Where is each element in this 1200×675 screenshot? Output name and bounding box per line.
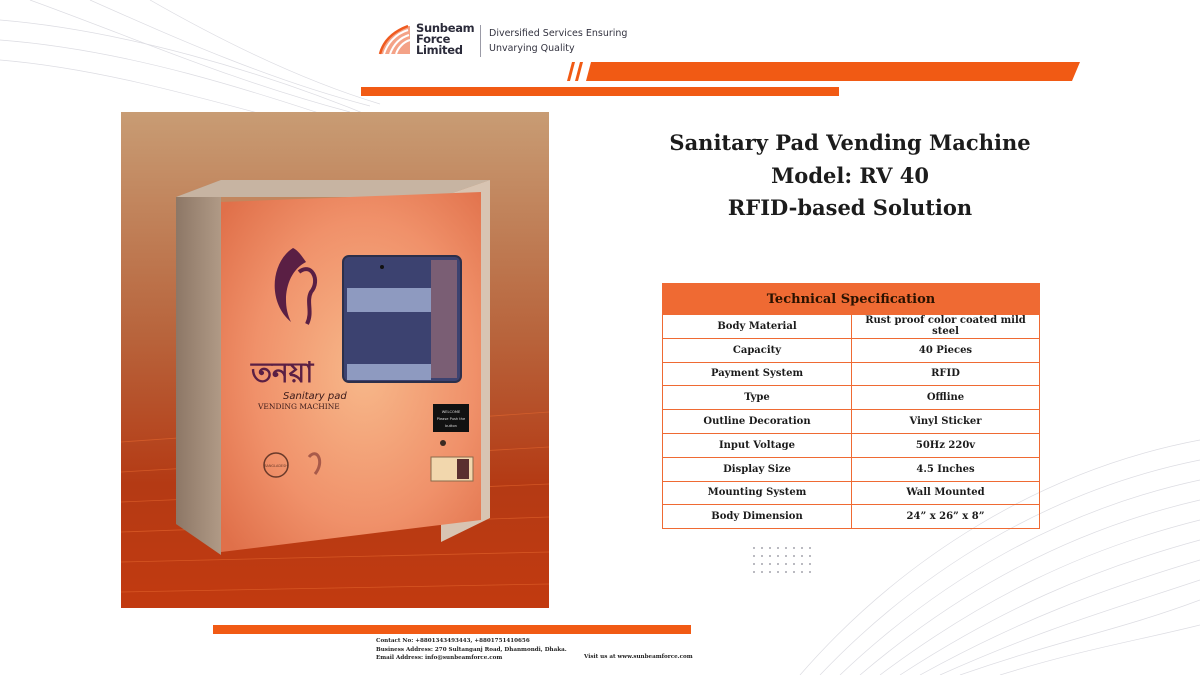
sunbeam-logo-icon — [378, 22, 412, 56]
company-name-line: Force — [416, 31, 451, 46]
product-solution: RFID-based Solution — [727, 195, 973, 220]
table-row — [663, 410, 1040, 434]
spec-value: RFID — [852, 362, 1040, 386]
table-row — [663, 433, 1040, 457]
spec-value: Vinyl Sticker — [852, 410, 1040, 434]
header-accent-bar — [586, 62, 1080, 81]
table-row — [663, 338, 1040, 362]
spec-value: Rust proof color coated mild steel — [852, 315, 1040, 339]
spec-key: Payment System — [663, 362, 852, 386]
product-title-block — [640, 127, 1060, 225]
dot-grid-decoration — [752, 546, 818, 580]
spec-value: 4.5 Inches — [852, 457, 1040, 481]
spec-value: 40 Pieces — [852, 338, 1040, 362]
table-row — [663, 362, 1040, 386]
company-logo — [378, 22, 474, 56]
brand-line-text: VENDING MACHINE — [258, 402, 340, 411]
footer-email: Email Address: info@sunbeamforce.com — [376, 655, 503, 662]
brand-sub-text: Sanitary pad — [283, 391, 347, 402]
spec-key: Display Size — [663, 457, 852, 481]
tagline-line: Diversified Services Ensuring — [489, 28, 628, 39]
spec-value: Wall Mounted — [852, 481, 1040, 505]
table-row — [663, 386, 1040, 410]
brand-mark-text: তনয়া — [251, 356, 314, 389]
spec-value: 24” x 26” x 8” — [852, 505, 1040, 529]
spec-key: Body Dimension — [663, 505, 852, 529]
tagline-line: Unvarying Quality — [489, 43, 575, 54]
screen-line: Please Push the — [436, 417, 466, 421]
header-thin-bar — [361, 87, 839, 96]
table-row — [663, 505, 1040, 529]
footer-phone: Contact No: +8801343493443, +8801751410656 — [376, 638, 530, 644]
screen-line: WELCOME — [441, 410, 461, 414]
spec-value: Offline — [852, 386, 1040, 410]
vending-machine-image — [121, 112, 549, 608]
badge-text: BANGLADESH — [264, 464, 288, 468]
spec-key: Body Material — [663, 315, 852, 339]
footer-contact-block — [376, 637, 567, 663]
product-title: Sanitary Pad Vending Machine — [669, 130, 1031, 155]
company-name — [416, 20, 475, 57]
spec-key: Outline Decoration — [663, 410, 852, 434]
footer-address: Business Address: 270 Sultanganj Road, Dhanmondi, Dhaka. — [376, 646, 567, 653]
spec-key: Type — [663, 386, 852, 410]
screen-line: button — [445, 424, 457, 428]
table-row — [663, 481, 1040, 505]
spec-key: Mounting System — [663, 481, 852, 505]
spec-key: Capacity — [663, 338, 852, 362]
table-row — [663, 315, 1040, 339]
footer-website: Visit us at www.sunbeamforce.com — [584, 654, 693, 660]
company-name-line: Limited — [416, 42, 463, 57]
spec-table-header: Technical Specification — [663, 284, 1040, 315]
spec-value: 50Hz 220v — [852, 433, 1040, 457]
table-row — [663, 457, 1040, 481]
company-tagline — [489, 26, 627, 56]
logo-divider — [480, 25, 481, 57]
spec-table — [662, 283, 1040, 529]
product-model: Model: RV 40 — [771, 162, 929, 188]
spec-key: Input Voltage — [663, 433, 852, 457]
footer-accent-bar — [213, 625, 691, 634]
company-name-line: Sunbeam — [416, 20, 475, 35]
